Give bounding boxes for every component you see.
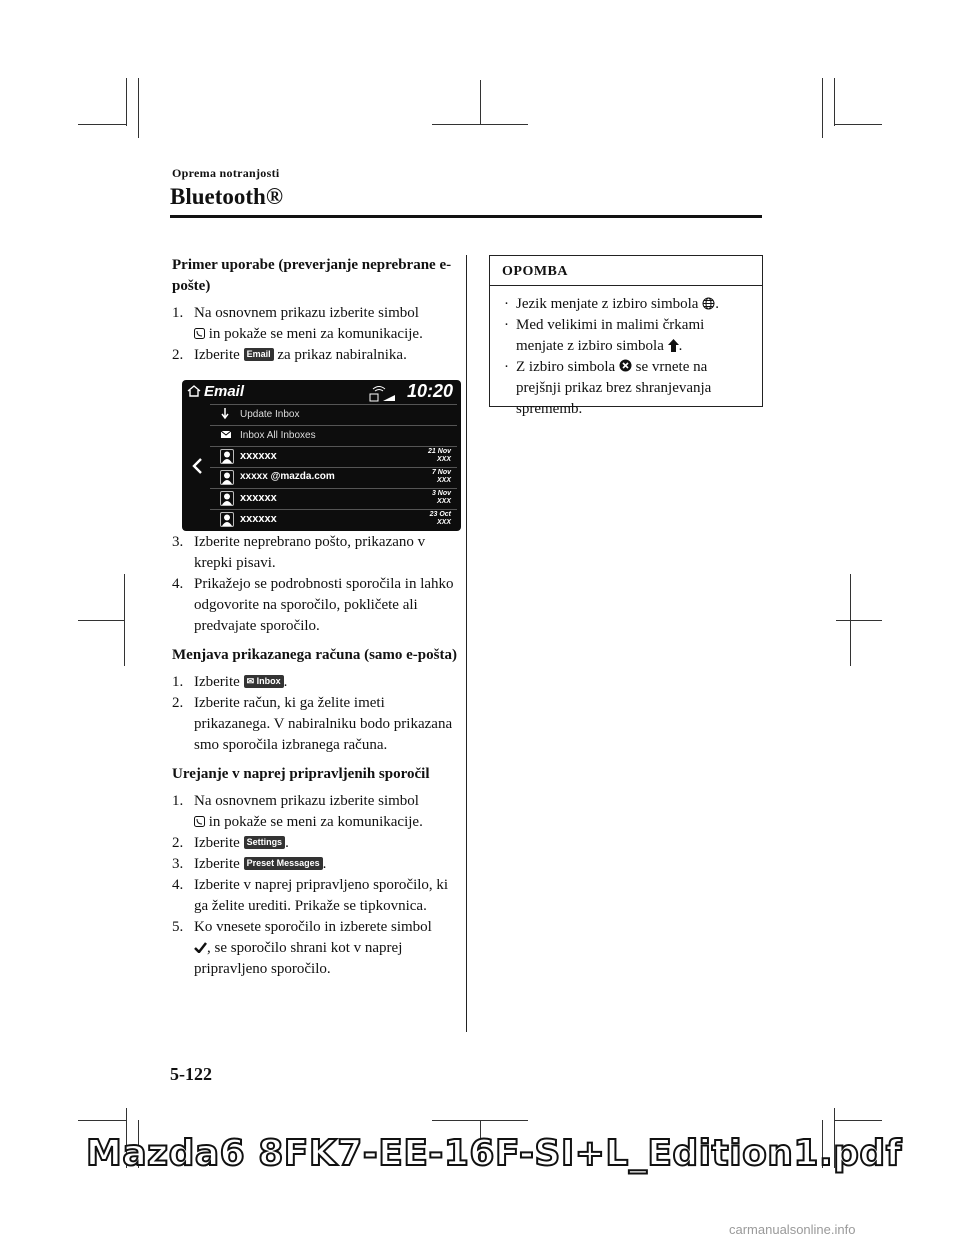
page-number: 5-122 (170, 1064, 212, 1084)
step: 3. Izberite Preset Messages . (172, 856, 327, 872)
note-item: · Z izbiro simbola se vrnete na prejšnji prikaz brez shranjevanja sprememb. (504, 359, 712, 417)
document-filename: Mazda6 8FK7-EE-16F-SI+L_Edition1.pdf (86, 1133, 902, 1174)
crop-mark (480, 80, 481, 124)
globe-icon (702, 297, 715, 310)
steps-list (172, 791, 462, 980)
step: 1. Izberite ✉ Inbox . (172, 674, 288, 690)
note-item: · Med velikimi in malimi črkami menjate z izbiro simbola . (504, 317, 705, 354)
crop-mark (432, 124, 528, 125)
email-screen (182, 380, 461, 531)
message-row[interactable]: xxxxx @mazda.com 7 Nov XXX (210, 467, 457, 488)
step: 2. Izberite Email za prikaz nabiralnika. (172, 347, 407, 363)
update-inbox-row[interactable]: Update Inbox (210, 404, 457, 425)
communication-icon (194, 816, 205, 827)
envelope-icon (220, 428, 232, 440)
heading-check-unread-email: Primer uporabe (preverjanje neprebrane e-pošte) (172, 257, 452, 294)
watermark: carmanualsonline.info (729, 1222, 856, 1237)
email-chip: Email (244, 348, 274, 361)
crop-mark (124, 574, 125, 666)
message-row[interactable]: xxxxxx 21 Nov XXX (210, 446, 457, 467)
download-icon (220, 407, 230, 421)
column-divider (466, 255, 467, 1032)
screen-clock: 10:20 (406, 381, 453, 401)
steps-list (172, 672, 462, 756)
contact-icon (220, 491, 234, 506)
back-arrow-icon[interactable] (192, 458, 202, 474)
step: 5. Ko vnesete sporočilo in izberete simbol , se sporočilo shrani kot v naprej pripravljeno sporočilo. (172, 919, 432, 977)
crop-mark (126, 78, 127, 126)
inbox-chip: ✉ Inbox (244, 675, 284, 688)
note-item: · Jezik menjate z izbiro simbola . (504, 296, 719, 312)
steps-list (172, 532, 462, 637)
crop-mark (78, 124, 126, 125)
screen-title: Email (204, 383, 245, 400)
note-heading: OPOMBA (490, 256, 762, 286)
checkmark-icon (194, 942, 207, 953)
shift-arrow-icon (668, 339, 679, 352)
header-rule (170, 215, 762, 218)
crop-mark (834, 78, 835, 126)
section-label: Oprema notranjosti (172, 166, 280, 180)
step: 4. Prikažejo se podrobnosti sporočila in lahko odgovorite na sporočilo, pokličete ali predvajate sporočilo. (172, 576, 454, 634)
step: 1. Na osnovnem prikazu izberite simbol in pokaže se meni za komunikacije. (172, 793, 423, 830)
step: 3. Izberite neprebrano pošto, prikazano v krepki pisavi. (172, 534, 426, 571)
left-column (172, 255, 462, 988)
note-box (489, 255, 763, 417)
cancel-icon (619, 359, 632, 372)
inbox-select-row[interactable]: Inbox All Inboxes (210, 425, 457, 446)
message-row[interactable]: xxxxxx 23 Oct XXX (210, 509, 457, 530)
step: 2. Izberite Settings . (172, 835, 289, 851)
communication-icon (194, 328, 205, 339)
crop-mark (836, 620, 882, 621)
crop-mark (78, 620, 124, 621)
message-row[interactable]: xxxxxx 3 Nov XXX (210, 488, 457, 509)
contact-icon (220, 512, 234, 527)
note-body (490, 286, 762, 420)
heading-edit-preset: Urejanje v naprej pripravljenih sporočil (172, 766, 430, 782)
crop-mark (78, 1120, 126, 1121)
step: 2. Izberite račun, ki ga želite imeti prikazanega. V nabiralniku bodo prikazana smo sporočila izbranega računa. (172, 695, 453, 753)
steps-list (172, 303, 462, 366)
home-icon (187, 385, 201, 397)
page-title: Bluetooth® (170, 184, 284, 209)
contact-icon (220, 449, 234, 464)
crop-mark (834, 1120, 882, 1121)
signal-icon (367, 383, 397, 403)
crop-mark (850, 574, 851, 666)
inbox-list (210, 404, 457, 530)
step: 1. Na osnovnem prikazu izberite simbol in pokaže se meni za komunikacije. (172, 305, 423, 342)
crop-mark (834, 124, 882, 125)
contact-icon (220, 470, 234, 485)
settings-chip: Settings (244, 836, 286, 849)
crop-mark (138, 78, 139, 138)
preset-messages-chip: Preset Messages (244, 857, 323, 870)
step: 4. Izberite v naprej pripravljeno sporočilo, ki ga želite urediti. Prikaže se tipkovnica. (172, 877, 449, 914)
crop-mark (822, 78, 823, 138)
heading-change-account: Menjava prikazanega računa (samo e-pošta) (172, 647, 457, 663)
